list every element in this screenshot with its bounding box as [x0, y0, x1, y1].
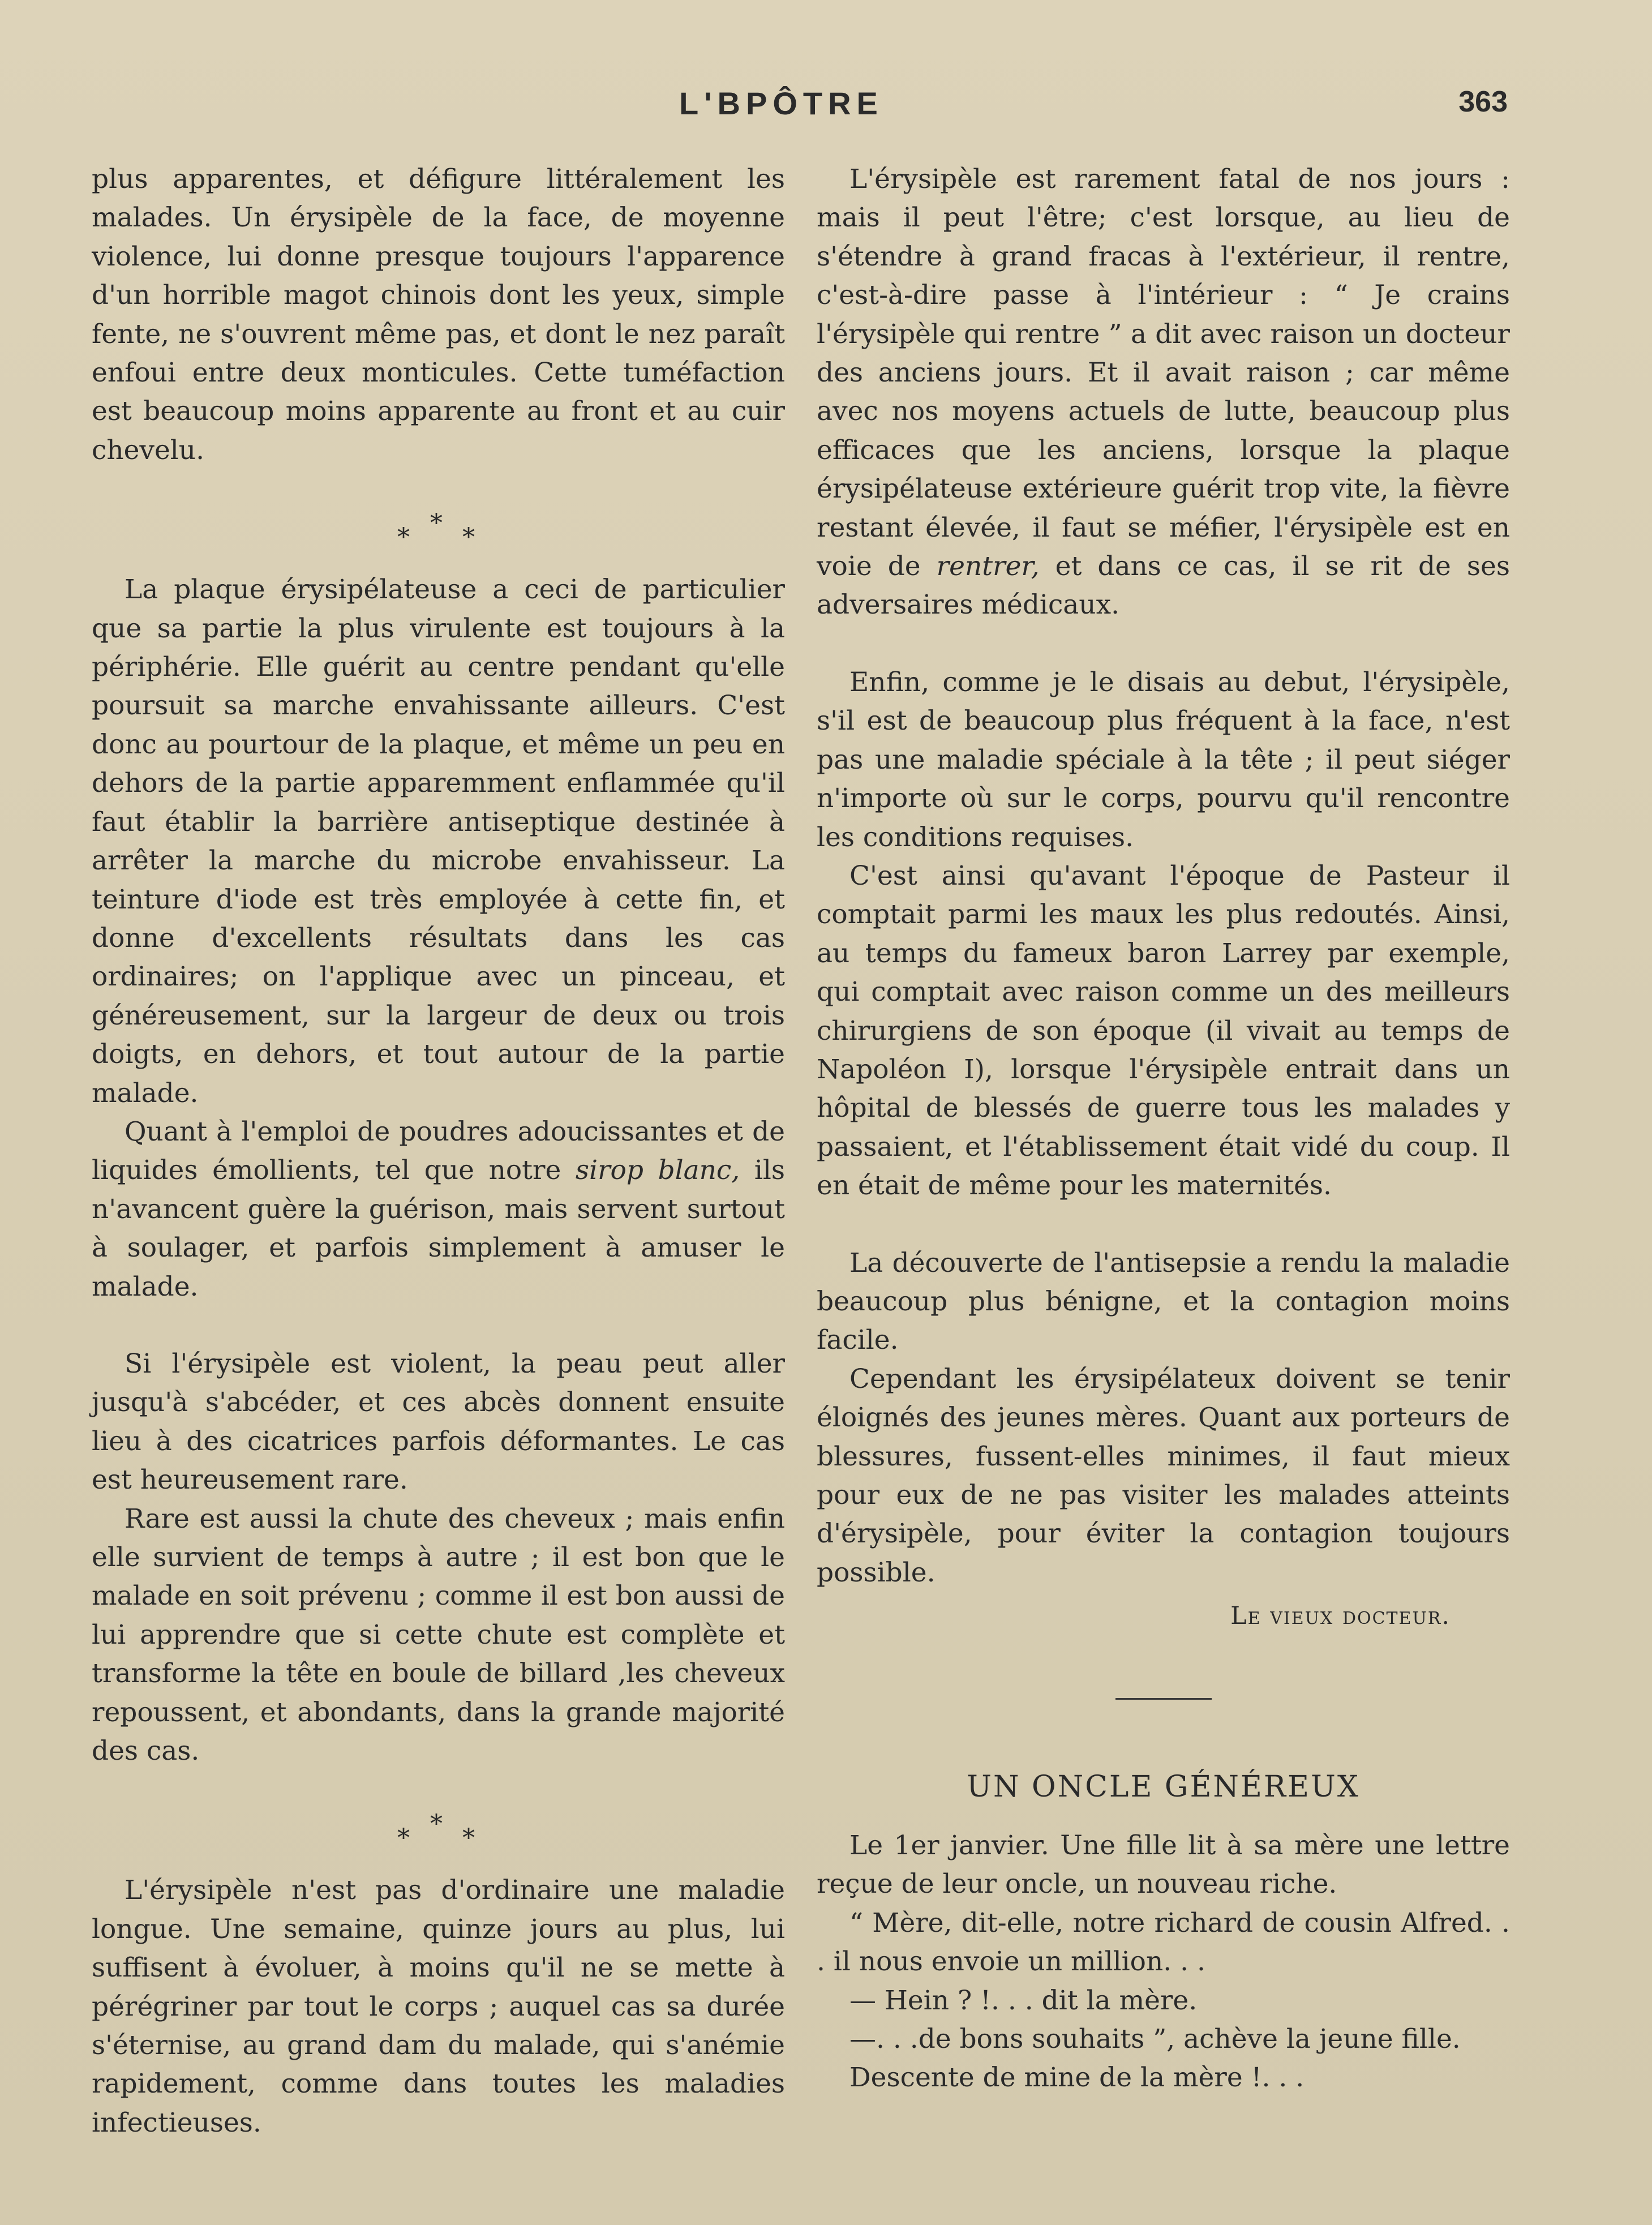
paragraph: Descente de mine de la mère !. . . [849, 2062, 1305, 2094]
paragraph: Enfin, comme je le disais au debut, l'érysipèle, s'il est de beaucoup plus fréquent à la face, n'est pas une maladie spéciale à la tête ; il peut siéger n'importe où sur le corps, pourvu qu'il rencontre les conditions requises. [817, 666, 1510, 853]
paragraph: La plaque érysipélateuse a ceci de particulier que sa partie la plus virulente est toujours à la périphérie. Elle guérit au centre pendant qu'elle poursuit sa marche envahissante ailleurs. C'est donc au pourtour de la plaque, et même un peu en dehors de la partie apparemment enflammée qu'il faut établir la barrière antiseptique destinée à arrêter la marche du microbe envahisseur. La teinture d'iode est très employée à cette fin, et donne d'excellents résultats dans les cas ordinaires; on l'applique avec un pinceau, et généreusement, sur la largeur de deux ou trois doigts, en dehors, et tout autour de la partie malade. [92, 574, 785, 1109]
left-column [92, 160, 785, 2142]
emphasis: sirop blanc, [575, 1155, 740, 1186]
paragraph: C'est ainsi qu'avant l'époque de Pasteur il comptait parmi les maux les plus redoutés. Ainsi, au temps du fameux baron Larrey par exemple, qui comptait avec raison comme un des meilleurs chirurgiens de son époque (il vivait au temps de Napoléon I), lorsque l'érysipèle entrait dans un hôpital de blessés de guerre tous les malades y passaient, et l'établissement était vidé du coup. Il en était de même pour les maternités. [817, 860, 1510, 1202]
paragraph: La découverte de l'antisepsie a rendu la maladie beaucoup plus bénigne, et la contagion moins facile. [817, 1247, 1510, 1356]
emphasis: rentrer, [936, 551, 1040, 582]
paragraph: Quant à l'emploi de poudres adoucissantes et de liquides émollients, tel que notre sirop blanc, ils n'avancent guère la guérison, mais servent surtout à soulager, et parfois simplement à amuser le malade. [92, 1116, 785, 1302]
paragraph: L'érysipèle est rarement fatal de nos jours : mais il peut l'être; c'est lorsque, au lieu de s'étendre à grand fracas à l'extérieur, il rentre, c'est-à-dire passe à l'intérieur : “ Je crains l'érysipèle qui rentre ” a dit avec raison un docteur des anciens jours. Et il avait raison ; car même avec nos moyens actuels de lutte, beaucoup plus efficaces que les anciens, lorsque la plaque érysipélateuse extérieure guérit trop vite, la fièvre restant élevée, il faut se méfier, l'érysipèle est en voie de rentrer, et dans ce cas, il se rit de ses adversaires médicaux. [817, 164, 1510, 621]
right-column [817, 160, 1510, 2098]
paragraph: Rare est aussi la chute des cheveux ; mais enfin elle survient de temps à autre ; il est bon que le malade en soit prévenu ; comme il est bon aussi de lui apprendre que si cette chute est complète et transforme la tête en boule de billard ,les cheveux repoussent, et abondants, dans la grande majorité des cas. [92, 1503, 785, 1767]
section-separator [92, 1809, 785, 1871]
star-glyph: * [430, 509, 443, 538]
section-separator [92, 508, 785, 571]
paragraph: Si l'érysipèle est violent, la peau peut aller jusqu'à s'abcéder, et ces abcès donnent ensuite lieu à des cicatrices parfois déformantes. Le cas est heureusement rare. [92, 1348, 785, 1496]
section-title: UN ONCLE GÉNÉREUX [967, 1769, 1360, 1804]
author-signature: Le vieux docteur. [1230, 1602, 1451, 1631]
paragraph: L'érysipèle n'est pas d'ordinaire une maladie longue. Une semaine, quinze jours au plus, lui suffisent à évoluer, à moins qu'il ne se mette à pérégriner par tout le corps ; auquel cas sa durée s'éternise, au grand dam du malade, qui s'anémie rapidement, comme dans toutes les maladies infectieuses. [92, 1875, 785, 2138]
running-title: L'BPÔTRE [679, 85, 883, 121]
paragraph: — Hein ? !. . . dit la mère. [849, 1984, 1198, 2016]
paragraph: Le 1er janvier. Une fille lit à sa mère une lettre reçue de leur oncle, un nouveau riche. [817, 1830, 1510, 1900]
star-glyph: * [462, 523, 475, 552]
star-glyph: * [397, 1824, 410, 1853]
paragraph: “ Mère, dit-elle, notre richard de cousin Alfred. . . il nous envoie un million. . . [817, 1907, 1510, 1978]
page-header [0, 79, 1652, 125]
star-glyph: * [462, 1824, 475, 1853]
section-divider [1115, 1698, 1212, 1700]
paragraph: —. . .de bons souhaits ”, achève la jeune fille. [849, 2023, 1461, 2055]
page-number: 363 [1458, 85, 1508, 118]
star-glyph: * [397, 523, 410, 552]
paragraph: plus apparentes, et défigure littéralement les malades. Un érysipèle de la face, de moyenne violence, lui donne presque toujours l'apparence d'un horrible magot chinois dont les yeux, simple fente, ne s'ouvrent même pas, et dont le nez paraît enfoui entre deux monticules. Cette tuméfaction est beaucoup moins apparente au front et au cuir chevelu. [92, 164, 785, 466]
paragraph: Cependant les érysipélateux doivent se tenir éloignés des jeunes mères. Quant aux porteurs de blessures, fussent-elles minimes, il faut mieux pour eux de ne pas visiter les malades atteints d'érysipèle, pour éviter la contagion toujours possible. [817, 1363, 1510, 1588]
star-glyph: * [430, 1810, 443, 1839]
